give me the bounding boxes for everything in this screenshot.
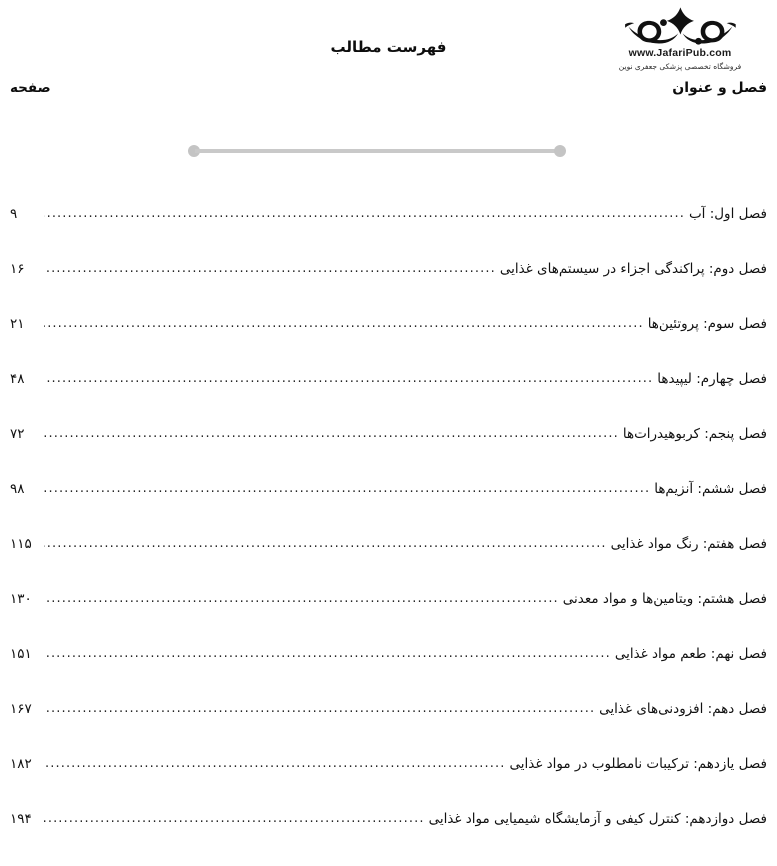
toc-page-number: ۴۸	[10, 371, 25, 387]
table-of-contents	[0, 206, 777, 866]
toc-chapter-title: فصل دوم: پراکندگی اجزاء در سیستم‌های غذایی	[499, 261, 767, 277]
column-header-title: فصل و عنوان	[672, 80, 767, 96]
toc-page-number: ۹	[10, 206, 18, 222]
toc-row[interactable]	[0, 811, 777, 866]
page-title: فهرست مطالب	[330, 38, 447, 56]
toc-chapter-title: فصل پنجم: کربوهیدرات‌ها	[622, 426, 767, 442]
toc-row[interactable]	[0, 371, 777, 426]
toc-row[interactable]	[0, 206, 777, 261]
toc-chapter-title: فصل دوازدهم: کنترل کیفی و آزمایشگاه شیمیایی مواد غذایی	[428, 811, 767, 827]
toc-page-number: ۱۵۱	[10, 646, 32, 662]
divider-line	[195, 149, 559, 153]
toc-page-number: ۱۶۷	[10, 701, 32, 717]
toc-dot-leader	[44, 261, 496, 273]
divider-right-cap	[554, 145, 566, 157]
page-header	[0, 0, 777, 110]
toc-dot-leader	[44, 701, 595, 713]
toc-dot-leader	[44, 426, 619, 438]
decorative-divider	[188, 143, 566, 159]
toc-dot-leader	[44, 811, 425, 823]
toc-chapter-title: فصل دهم: افزودنی‌های غذایی	[599, 701, 767, 717]
toc-row[interactable]	[0, 481, 777, 536]
toc-chapter-title: فصل هشتم: ویتامین‌ها و مواد معدنی	[562, 591, 767, 607]
toc-row[interactable]	[0, 261, 777, 316]
toc-dot-leader	[44, 646, 611, 658]
toc-chapter-title: فصل سوم: پروتئین‌ها	[647, 316, 767, 332]
toc-row[interactable]	[0, 426, 777, 481]
toc-page-number: ۱۹۴	[10, 811, 32, 827]
toc-chapter-title: فصل چهارم: لیپیدها	[657, 371, 767, 387]
toc-row[interactable]	[0, 536, 777, 591]
toc-row[interactable]	[0, 591, 777, 646]
toc-dot-leader	[44, 371, 653, 383]
toc-dot-leader	[44, 756, 505, 768]
brand-tagline: فروشگاه تخصصی پزشکی جعفری نوین	[618, 62, 742, 71]
toc-dot-leader	[44, 536, 607, 548]
toc-chapter-title: فصل هفتم: رنگ مواد غذایی	[610, 536, 767, 552]
toc-row[interactable]	[0, 646, 777, 701]
publisher-brand	[591, 4, 769, 71]
toc-page-number: ۱۸۲	[10, 756, 32, 772]
toc-page-number: ۷۲	[10, 426, 25, 442]
toc-dot-leader	[44, 481, 650, 493]
toc-page-number: ۱۱۵	[10, 536, 32, 552]
toc-chapter-title: فصل اول: آب	[688, 206, 767, 222]
toc-row[interactable]	[0, 316, 777, 371]
toc-chapter-title: فصل ششم: آنزیم‌ها	[654, 481, 767, 497]
toc-page-number: ۱۶	[10, 261, 25, 277]
brand-website-url: www.JafariPub.com	[628, 47, 732, 59]
toc-page-number: ۱۳۰	[10, 591, 32, 607]
toc-chapter-title: فصل یازدهم: ترکیبات نامطلوب در مواد غذایی	[509, 756, 767, 772]
toc-page-number: ۲۱	[10, 316, 25, 332]
toc-dot-leader	[44, 206, 685, 218]
toc-dot-leader	[44, 591, 559, 603]
toc-chapter-title: فصل نهم: طعم مواد غذایی	[614, 646, 767, 662]
jafaripub-logo-icon	[624, 4, 737, 48]
toc-page-number: ۹۸	[10, 481, 25, 497]
toc-row[interactable]	[0, 756, 777, 811]
toc-row[interactable]	[0, 701, 777, 756]
column-header-page: صفحه	[10, 80, 51, 96]
toc-dot-leader	[44, 316, 644, 328]
